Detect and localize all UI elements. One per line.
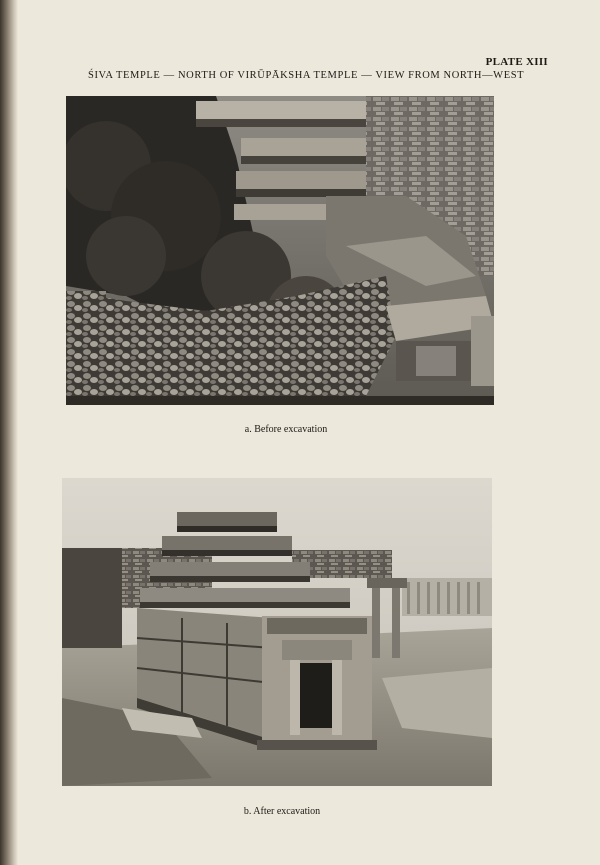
- plate-title: ŚIVA TEMPLE — NORTH OF VIRŪPĀKSHA TEMPLE — VIEW FROM NORTH—WEST: [88, 70, 525, 81]
- photo-after-excavation: [62, 478, 492, 786]
- figure-b-caption: b. After excavation: [243, 806, 321, 817]
- figure-a-caption: a. Before excavation: [244, 424, 328, 435]
- photo-before-excavation: [66, 96, 494, 405]
- plate-number: PLATE XIII: [485, 56, 548, 68]
